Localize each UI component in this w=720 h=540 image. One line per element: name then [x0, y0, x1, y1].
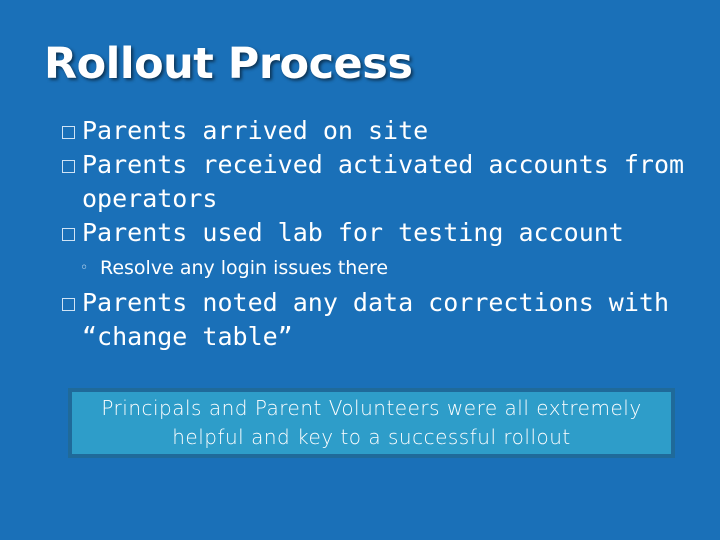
bullet-list [60, 114, 700, 354]
callout-text: Principals and Parent Volunteers were all extremely helpful and key to a successful rollout [101, 396, 642, 449]
checkbox-bullet-icon [62, 228, 75, 241]
bullet-text: Parents arrived on site [82, 116, 429, 145]
bullet-item [60, 148, 700, 216]
bullet-text: Parents noted any data corrections with “change table” [82, 288, 669, 351]
bullet-text: Parents used lab for testing account [82, 218, 624, 247]
slide-title: Rollout Process [44, 39, 413, 89]
sub-bullet-item [60, 254, 700, 282]
circle-bullet-icon: ◦ [80, 260, 89, 276]
checkbox-bullet-icon [62, 160, 75, 173]
checkbox-bullet-icon [62, 126, 75, 139]
callout-box [68, 388, 675, 458]
bullet-item [60, 114, 700, 148]
sub-bullet-text: Resolve any login issues there [100, 257, 389, 279]
checkbox-bullet-icon [62, 298, 75, 311]
bullet-item [60, 216, 700, 250]
bullet-item [60, 286, 700, 354]
bullet-text: Parents received activated accounts from operators [82, 150, 685, 213]
